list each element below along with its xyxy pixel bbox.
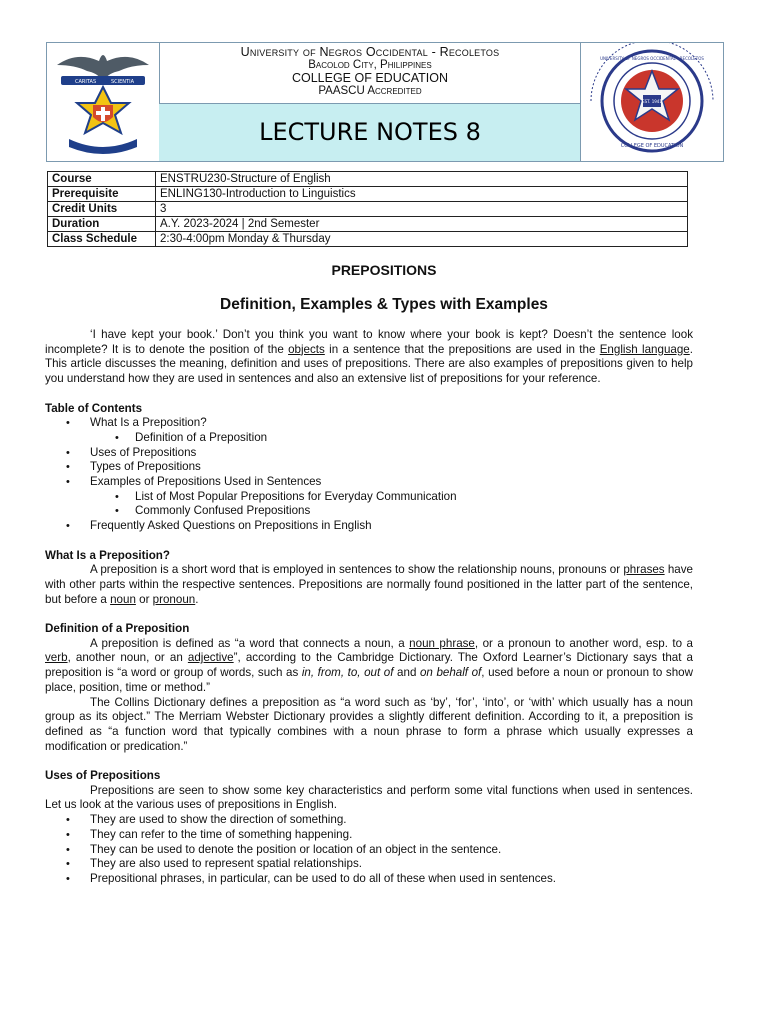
seal-year: EST. 1941: [642, 99, 662, 104]
seal-ribbon-right-text: SCIENTIA: [111, 79, 134, 85]
text-run: have with other parts within the respective sentences. Prepositions are normally found positioned in the latter part of the sentence, but before a: [45, 563, 693, 606]
definition-paragraph-2: The Collins Dictionary defines a preposition as “a word such as ‘by’, ‘for’, ‘into’, or ‘with’ which usually has a noun group as its object.” The Merriam Webster Dictionary provides a slightly different definition. According to it, a preposition is defined as “a function word that typically combines with a noun phrase to form a phrase which usually expresses a modification or predication.”: [45, 695, 693, 753]
university-city: Bacolod City, Philippines: [308, 59, 432, 71]
list-item: • They are used to show the direction of something.: [45, 813, 693, 828]
table-row: [48, 232, 688, 247]
seal-ribbon-left-text: CARITAS: [75, 79, 97, 85]
text-run: ”, according to the Cambridge Dictionary. The Oxford Learner’s Dictionary says that a preposition is “a word or group of words, such as: [45, 651, 693, 680]
college-name: COLLEGE OF EDUCATION: [291, 71, 449, 85]
text-run: , another noun, or an: [67, 651, 188, 665]
definition-paragraph-1: [45, 637, 693, 696]
eagle-icon: [57, 55, 149, 79]
what-heading: What Is a Preposition?: [45, 548, 170, 562]
toc-item[interactable]: • Commonly Confused Prepositions: [45, 504, 693, 519]
toc-item[interactable]: • Definition of a Preposition: [45, 431, 693, 446]
class-schedule-value: 2:30-4:00pm Monday & Thursday: [156, 232, 688, 247]
prerequisite-label: Prerequisite: [48, 187, 156, 202]
toc-list: [45, 446, 693, 490]
text-run: A preposition is a short word that is employed in sentences to show the relationship nouns, pronouns or: [90, 563, 624, 577]
duration-label: Duration: [48, 217, 156, 232]
italic-run: in, from, to, out of: [301, 666, 394, 680]
university-info: [159, 43, 581, 104]
course-label: Course: [48, 172, 156, 187]
accreditation: PAASCU Accredited: [318, 85, 422, 97]
toc-item[interactable]: • Types of Prepositions: [45, 460, 693, 475]
text-run: ‘I have kept your book.’ Don’t you think you want to know where your book is kept? Doesn’t the sentence look incomplete? It is to denote the position of the: [45, 328, 693, 356]
list-item: • They are also used to represent spatial relationships.: [45, 857, 693, 872]
toc-item[interactable]: • What Is a Preposition?: [45, 416, 693, 431]
credit-units-value: 3: [156, 202, 688, 217]
phrases-link[interactable]: phrases: [623, 563, 665, 577]
uses-paragraph: Prepositions are seen to show some key characteristics and perform some vital functions when used in sentences. Let us look at the various uses of prepositions in English.: [45, 783, 693, 812]
verb-link[interactable]: verb: [45, 651, 68, 665]
college-seal-logo: [581, 43, 723, 161]
course-value: ENSTRU230-Structure of English: [156, 172, 688, 187]
toc-item[interactable]: • Examples of Prepositions Used in Sentences: [45, 475, 693, 490]
text-run: A preposition is defined as “a word that connects a noun, a: [90, 636, 410, 650]
text-run: or: [135, 592, 153, 606]
list-item: • Prepositional phrases, in particular, can be used to do all of these when used in sentences.: [45, 872, 693, 887]
table-row: [48, 202, 688, 217]
toc-item[interactable]: • List of Most Popular Prepositions for Everyday Communication: [45, 490, 693, 505]
pronoun-link[interactable]: pronoun: [152, 592, 196, 606]
table-row: [48, 187, 688, 202]
list-item: • They can be used to denote the position or location of an object in the sentence.: [45, 843, 693, 858]
italic-run: on behalf of: [419, 666, 482, 680]
document-body: [45, 328, 693, 887]
toc-sublist: [45, 490, 693, 519]
class-schedule-label: Class Schedule: [48, 232, 156, 247]
toc-list: [45, 416, 693, 431]
course-info-table: [47, 171, 688, 247]
what-paragraph: [45, 563, 693, 607]
english-language-link[interactable]: English language: [599, 342, 690, 356]
text-run: in a sentence that the prepositions are used in the: [324, 342, 600, 356]
toc-item[interactable]: • Uses of Prepositions: [45, 446, 693, 461]
text-run: . This article discusses the meaning, definition and uses of prepositions. There are also examples of prepositions given to help you understand how they are used in sentences and also an extensive list of prepositions for your reference.: [45, 342, 693, 386]
document-subtitle: Definition, Examples & Types with Examples: [220, 296, 548, 313]
toc-heading: Table of Contents: [45, 401, 143, 415]
college-seal-cell: [580, 43, 723, 161]
definition-heading: Definition of a Preposition: [45, 622, 190, 636]
text-run: , used before a noun or pronoun to show place, position, time or method.”: [45, 666, 693, 694]
table-row: [48, 172, 688, 187]
noun-link[interactable]: noun: [110, 592, 136, 606]
text-run: , or a pronoun to another word, esp. to a: [474, 636, 693, 650]
uses-list: [45, 813, 693, 887]
credit-units-label: Credit Units: [48, 202, 156, 217]
university-seal-logo: [47, 43, 159, 161]
toc-item[interactable]: • Frequently Asked Questions on Prepositions in English: [45, 519, 693, 534]
document-header: [46, 42, 724, 162]
university-name: University of Negros Occidental - Recoletos: [240, 45, 500, 59]
title-band: [159, 104, 581, 161]
table-row: [48, 217, 688, 232]
university-seal-cell: [47, 43, 160, 161]
toc-list: [45, 519, 693, 534]
seal-bottom-text: COLLEGE OF EDUCATION: [620, 143, 684, 149]
prerequisite-value: ENLING130-Introduction to Linguistics: [156, 187, 688, 202]
noun-phrase-link[interactable]: noun phrase: [409, 636, 475, 650]
list-item: • They can refer to the time of something happening.: [45, 828, 693, 843]
text-run: and: [393, 666, 420, 680]
text-run: .: [195, 592, 199, 606]
intro-paragraph: [45, 328, 693, 387]
adjective-link[interactable]: adjective: [187, 651, 234, 665]
seal-ring-text: UNIVERSITY OF NEGROS OCCIDENTAL - RECOLETOS: [600, 56, 704, 61]
lecture-title: LECTURE NOTES 8: [259, 118, 481, 146]
duration-value: A.Y. 2023-2024 | 2nd Semester: [156, 217, 688, 232]
uses-heading: Uses of Prepositions: [45, 769, 161, 783]
toc-sublist: [45, 431, 693, 446]
objects-link[interactable]: objects: [288, 342, 325, 356]
document-title: PREPOSITIONS: [331, 262, 437, 278]
